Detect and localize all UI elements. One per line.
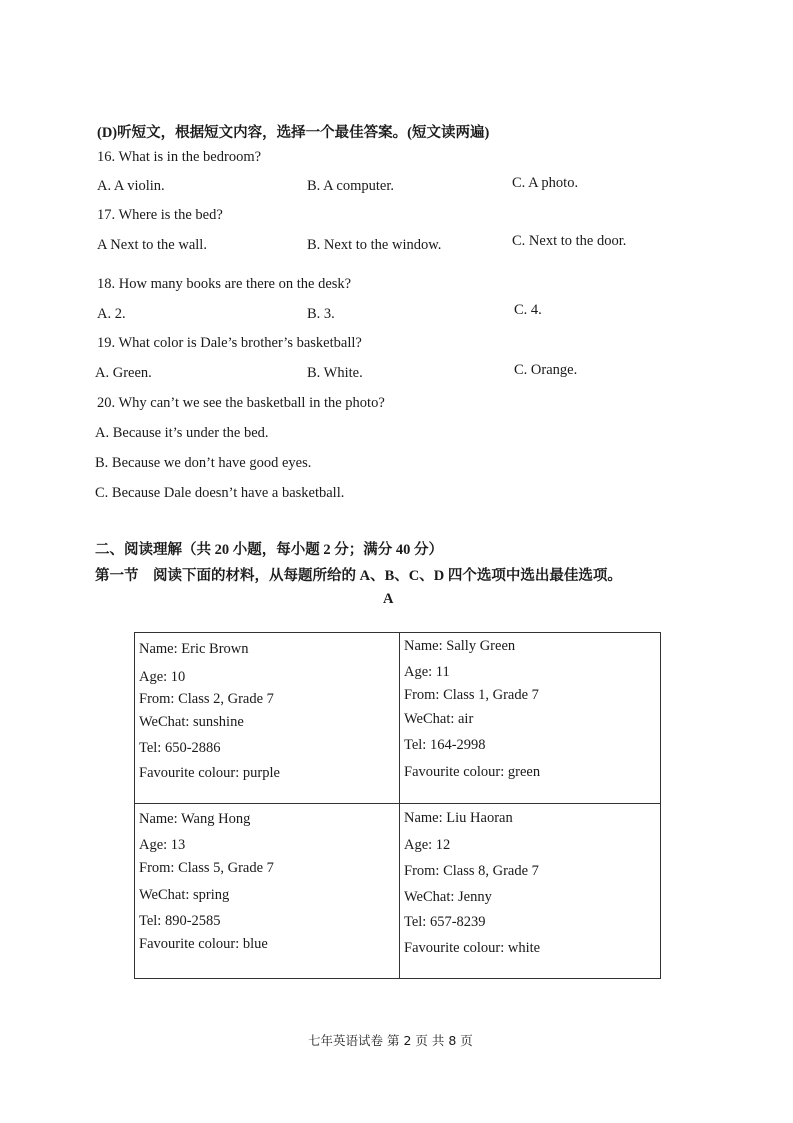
question-18-option-a: A. 2.: [97, 306, 126, 322]
question-19-option-a: A. Green.: [95, 365, 152, 381]
page-footer: 七年英语试卷 第 2 页 共 8 页: [308, 1033, 473, 1048]
info-card-eric: [135, 633, 400, 804]
question-20-option-b: B. Because we don’t have good eyes.: [95, 455, 312, 471]
question-19-option-b: B. White.: [307, 365, 363, 381]
card-wechat: WeChat: Jenny: [404, 889, 492, 905]
section-d-instruction: (D)听短文，根据短文内容，选择一个最佳答案。(短文读两遍): [97, 125, 490, 141]
card-name: Name: Wang Hong: [139, 811, 251, 827]
question-16-option-a: A. A violin.: [97, 178, 165, 194]
card-colour: Favourite colour: white: [404, 940, 541, 956]
question-16-stem: 16. What is in the bedroom?: [97, 149, 262, 165]
card-wechat: WeChat: air: [404, 711, 474, 727]
card-colour: Favourite colour: purple: [139, 765, 280, 781]
student-info-table: [134, 632, 661, 979]
card-colour: Favourite colour: green: [404, 764, 541, 780]
card-colour: Favourite colour: blue: [139, 936, 268, 952]
card-tel: Tel: 650-2886: [139, 740, 221, 756]
question-16-option-b: B. A computer.: [307, 178, 394, 194]
question-17-option-b: B. Next to the window.: [307, 237, 442, 253]
card-age: Age: 12: [404, 837, 451, 853]
card-from: From: Class 8, Grade 7: [404, 863, 539, 879]
info-card-wang: [135, 804, 400, 979]
question-20-stem: 20. Why can’t we see the basketball in the photo?: [97, 395, 385, 411]
card-from: From: Class 5, Grade 7: [139, 860, 274, 876]
question-19-stem: 19. What color is Dale’s brother’s basketball?: [97, 335, 362, 351]
question-17-option-a: A Next to the wall.: [97, 237, 207, 253]
part-2-title: 二、阅读理解（共 20 小题，每小题 2 分；满分 40 分）: [95, 542, 443, 558]
card-age: Age: 10: [139, 669, 186, 685]
card-tel: Tel: 164-2998: [404, 737, 486, 753]
part-2-subtitle: 第一节 阅读下面的材料，从每题所给的 A、B、C、D 四个选项中选出最佳选项。: [95, 568, 622, 584]
card-wechat: WeChat: sunshine: [139, 714, 244, 730]
question-18-stem: 18. How many books are there on the desk?: [97, 276, 352, 292]
question-17-stem: 17. Where is the bed?: [97, 207, 223, 223]
question-16-option-c: C. A photo.: [512, 175, 579, 191]
card-age: Age: 11: [404, 664, 450, 680]
card-name: Name: Liu Haoran: [404, 810, 513, 826]
card-name: Name: Eric Brown: [139, 641, 249, 657]
card-name: Name: Sally Green: [404, 638, 516, 654]
question-20-option-a: A. Because it’s under the bed.: [95, 425, 269, 441]
card-from: From: Class 2, Grade 7: [139, 691, 274, 707]
question-20-option-c: C. Because Dale doesn’t have a basketball.: [95, 485, 345, 501]
card-tel: Tel: 657-8239: [404, 914, 486, 930]
question-19-option-c: C. Orange.: [514, 362, 578, 378]
question-17-option-c: C. Next to the door.: [512, 233, 627, 249]
table-row: [135, 633, 661, 804]
card-wechat: WeChat: spring: [139, 887, 230, 903]
card-from: From: Class 1, Grade 7: [404, 687, 539, 703]
info-card-liu: [400, 804, 661, 979]
info-card-sally: [400, 633, 661, 804]
card-age: Age: 13: [139, 837, 186, 853]
table-row: [135, 804, 661, 979]
question-18-option-b: B. 3.: [307, 306, 335, 322]
question-18-option-c: C. 4.: [514, 302, 542, 318]
card-tel: Tel: 890-2585: [139, 913, 221, 929]
passage-label: A: [383, 591, 394, 607]
